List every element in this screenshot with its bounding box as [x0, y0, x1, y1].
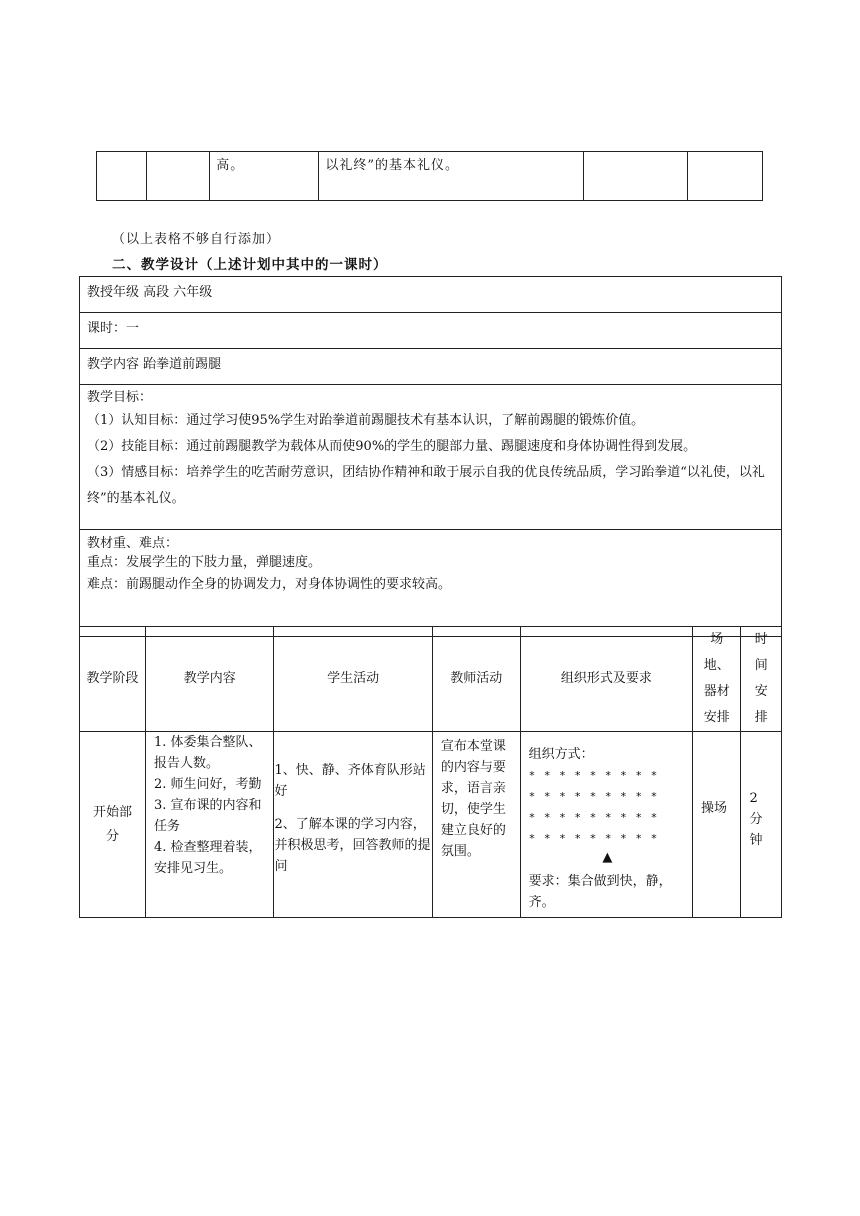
list-item: 3. 宣布课的内容和任务: [154, 798, 262, 834]
lesson-plan-table: [79, 626, 782, 918]
lesson-design-table: [79, 276, 782, 637]
header-stage: 教学阶段: [80, 627, 146, 732]
list-item: 1. 体委集合整队、报告人数。: [154, 735, 262, 771]
formation-row: * * * * * * * * *: [528, 769, 659, 782]
content-cell: [146, 732, 274, 918]
header-student: 学生活动: [274, 627, 432, 732]
formation-row: * * * * * * * * *: [528, 811, 659, 824]
table-cell: [583, 152, 687, 201]
formation-row: * * * * * * * * *: [528, 832, 659, 845]
section-heading: 二、教学设计（上述计划中其中的一课时）: [112, 257, 388, 273]
table-row: [97, 152, 763, 201]
time-cell: 2 分 钟: [741, 732, 782, 918]
previous-plan-table: [96, 151, 763, 201]
objective-item: （1）认知目标：通过学习使95%学生对跆拳道前踢腿技术有基本认识，了解前踢腿的锻炼价值。: [87, 413, 645, 428]
content-row: 教学内容 跆拳道前踢腿: [80, 349, 782, 385]
list-item: 4. 检查整理着装，安排见习生。: [154, 840, 262, 876]
table-cell: [687, 152, 762, 201]
stage-cell: 开始部分: [80, 732, 146, 918]
teacher-marker-icon: ▲: [602, 850, 613, 865]
objective-item: （3）情感目标：培养学生的吃苦耐劳意识，团结协作精神和敢于展示自我的优良传统品质，学习跆拳道“以礼使，以礼终”的基本礼仪。: [87, 465, 765, 506]
table-header-row: [80, 627, 782, 732]
venue-cell: 操场: [693, 732, 741, 918]
list-item: 1、快、静、齐体育队形站好: [274, 763, 426, 799]
student-cell: [274, 732, 432, 918]
objective-item: （2）技能目标：通过前踢腿教学为载体从而使90%的学生的腿部力量、踢腿速度和身体协调性得到发展。: [87, 439, 697, 454]
table-row: [80, 732, 782, 918]
organization-cell: [520, 732, 692, 918]
formation-row: * * * * * * * * *: [528, 790, 659, 803]
key-point: 重点：发展学生的下肢力量，弹腿速度。: [87, 555, 322, 570]
table-cell: 高。: [210, 152, 319, 201]
teacher-cell: 宣布本堂课的内容与要求，语言亲切，使学生建立良好的氛围。: [432, 732, 520, 918]
table-cell: 以礼终”的基本礼仪。: [319, 152, 584, 201]
period-row: 课时：一: [80, 313, 782, 349]
objectives-title: 教学目标：: [87, 390, 153, 405]
header-content: 教学内容: [146, 627, 274, 732]
table-cell: [147, 152, 210, 201]
list-item: 2、了解本课的学习内容，并积极思考，回答教师的提问: [274, 817, 431, 874]
table-note: （以上表格不够自行添加）: [112, 232, 281, 247]
table-cell: [97, 152, 147, 201]
organization-title: 组织方式：: [528, 747, 594, 762]
header-time: 时 间 安 排: [741, 627, 782, 732]
objectives-cell: [80, 385, 782, 530]
key-title: 教材重、难点：: [87, 536, 179, 551]
header-venue: 场 地、 器材 安排: [693, 627, 741, 732]
difficult-point: 难点：前踢腿动作全身的协调发力，对身体协调性的要求较高。: [87, 577, 452, 592]
list-item: 2. 师生问好，考勤: [154, 777, 262, 792]
header-organization: 组织形式及要求: [520, 627, 692, 732]
key-points-cell: [80, 530, 782, 637]
grade-row: 教授年级 高段 六年级: [80, 277, 782, 313]
requirement: 要求：集合做到快，静，齐。: [528, 874, 672, 910]
header-teacher: 教师活动: [432, 627, 520, 732]
